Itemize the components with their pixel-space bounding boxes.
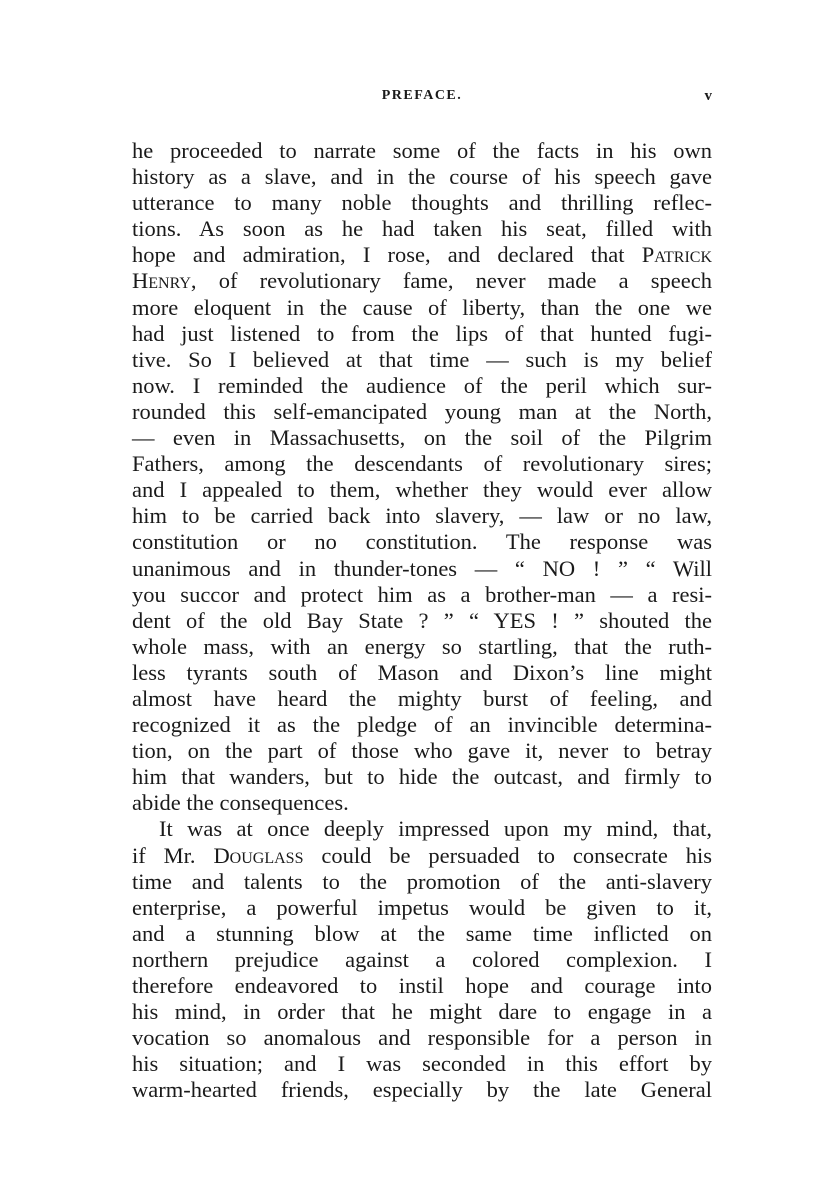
- text-line: whole mass, with an energy so startling, that the ruth-: [132, 633, 712, 659]
- text-line: warm-hearted friends, especially by the late General: [132, 1077, 712, 1103]
- text-line: It was at once deeply impressed upon my mind, that,: [159, 816, 712, 842]
- text-line: dent of the old Bay State ? ” “ YES ! ” shouted the: [132, 607, 712, 633]
- text-line: his mind, in order that he might dare to engage in a: [132, 999, 712, 1025]
- name-patrick: Patrick: [641, 242, 712, 268]
- running-title: PREFACE.: [381, 88, 463, 103]
- text-line: time and talents to the promotion of the anti-slavery: [132, 868, 712, 894]
- running-head: [132, 88, 712, 110]
- text-line: had just listened to from the lips of that hunted fugi-: [132, 320, 712, 346]
- text-line: tive. So I believed at that time — such is my belief: [132, 346, 712, 372]
- text-line: and I appealed to them, whether they would ever allow: [132, 477, 712, 503]
- text-line: him to be carried back into slavery, — law or no law,: [132, 503, 712, 529]
- text-line: tion, on the part of those who gave it, never to betray: [132, 738, 712, 764]
- text-line: Fathers, among the descendants of revolutionary sires;: [132, 451, 712, 477]
- text-line: almost have heard the mighty burst of feeling, and: [132, 685, 712, 711]
- text-line: he proceeded to narrate some of the facts in his own: [132, 138, 712, 163]
- text-line: [132, 242, 712, 268]
- text-line: him that wanders, but to hide the outcast, and firmly to: [132, 764, 712, 790]
- text-line: tions. As soon as he had taken his seat, filled with: [132, 216, 712, 242]
- text-segment: hope and admiration, I rose, and declared that: [132, 242, 625, 268]
- text-line: and a stunning blow at the same time inflicted on: [132, 920, 712, 946]
- name-henry: Henry: [132, 268, 191, 294]
- text-line: now. I reminded the audience of the peril which sur-: [132, 372, 712, 398]
- text-line: [132, 268, 712, 294]
- text-line: constitution or no constitution. The response was: [132, 529, 712, 555]
- text-line: unanimous and in thunder-tones — “ NO ! ” “ Will: [132, 555, 712, 581]
- text-line: enterprise, a powerful impetus would be given to it,: [132, 894, 712, 920]
- text-line: less tyrants south of Mason and Dixon’s line might: [132, 659, 712, 685]
- text-line: vocation so anomalous and responsible for a person in: [132, 1025, 712, 1051]
- text-line: northern prejudice against a colored complexion. I: [132, 946, 712, 972]
- text-line: recognized it as the pledge of an invincible determina-: [132, 712, 712, 738]
- page-number: v: [704, 88, 712, 104]
- text-line: therefore endeavored to instil hope and courage into: [132, 973, 712, 998]
- text-segment: if Mr.: [132, 842, 196, 868]
- text-segment: , of revolutionary fame, never made a speech: [190, 268, 712, 294]
- text-line: [132, 843, 712, 869]
- text-line: — even in Massachusetts, on the soil of the Pilgrim: [132, 425, 712, 451]
- body-text: [132, 138, 712, 1103]
- name-douglass: Douglass: [213, 842, 304, 868]
- text-line: abide the consequences.: [132, 790, 349, 816]
- text-line: his situation; and I was seconded in this effort by: [132, 1051, 712, 1077]
- text-line: more eloquent in the cause of liberty, than the one we: [132, 294, 712, 320]
- text-segment: could be persuaded to consecrate his: [321, 842, 713, 868]
- text-line: you succor and protect him as a brother-man — a resi-: [132, 581, 712, 607]
- text-line: history as a slave, and in the course of his speech gave: [132, 164, 712, 190]
- text-line: utterance to many noble thoughts and thrilling reflec-: [132, 190, 712, 216]
- text-line: rounded this self-emancipated young man at the North,: [132, 398, 712, 424]
